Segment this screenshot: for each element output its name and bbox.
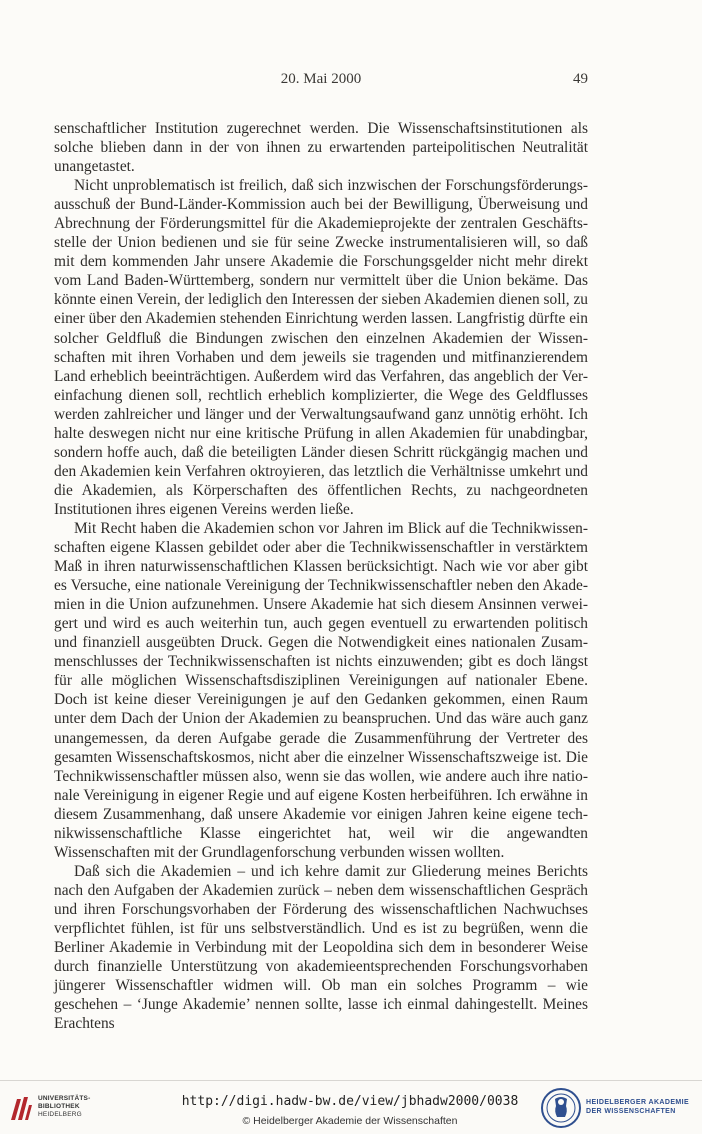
page-header xyxy=(54,71,588,91)
paragraph: Nicht unproblematisch ist freilich, daß sich inzwischen der Forschungsförderungs-ausschuß der Bund-Länder-Kommission auch bei der Bewilligung, Überweisung und Abrechnung der Förderungsmittel für die Akademieprojekte der zentralen Geschäfts-stelle der Union bedienen und sie für seine Zwecke instrumentalisieren will, so daß mit dem kommenden Jahr unsere Akademie die Forschungsgelder nicht mehr direkt vom Land Baden-Württemberg, sondern nur vermittelt über die Union bekäme. Das könnte einen Verein, der lediglich den Interessen der sieben Akademien dienen soll, zu einer über den Akademien stehenden Einrichtung werden lassen. Langfristig dürfte ein solcher Geldfluß die Bindungen zwischen den einzelnen Akademien der Wissen-schaften mit ihren Vorhaben und dem jeweils sie tragenden und mitfinanzierendem Land erheblich beeinträchtigen. Außerdem wird das Verfahren, das angeblich der Ver-einfachung dienen soll, rechtlich erheblich komplizierter, die Wege des Geldflusses werden zahlreicher und länger und der Verwaltungsaufwand ganz unnötig erhöht. Ich halte deswegen nicht nur eine kritische Prüfung in allen Akademien für unabdingbar, sondern hoffe auch, daß die beteiligten Länder diesen Schritt rückgängig machen und den Akademien kein Verfahren oktroyieren, das letztlich die Verhältnisse umkehrt und die Akademien, als Körperschaften des öffentlichen Rechts, zu nachgeordneten Institutionen ihres eigenen Vereins werden ließe. xyxy=(54,177,588,518)
digitization-footer xyxy=(0,1080,702,1134)
academy-logo-line: DER WISSENSCHAFTEN xyxy=(586,1108,676,1115)
ub-logo-line: UNIVERSITÄTS- xyxy=(38,1095,91,1102)
paragraph: Daß sich die Akademien – und ich kehre damit zur Gliederung meines Berichts nach den Aufgaben der Akademien zurück – neben dem wissenschaftlichen Gespräch und ihren Forschungsvorhaben der Förderung des wissenschaftlichen Nachwuchses verpflichtet fühlen, ist für uns selbstverständlich. Und es ist zu begrüßen, wenn die Berliner Akademie in Verbindung mit der Leopoldina sich dem in besonderer Weise durch finanzielle Unterstützung von akademieentsprechenden Forschungsvorhaben jüngerer Wissenschaftler widmen will. Ob man ein solches Programm – wie geschehen – ‘Junge Akademie’ nennen sollte, lasse ich einmal dahingestellt. Meines Erachtens xyxy=(54,862,588,1033)
page-number: 49 xyxy=(573,71,588,87)
source-url-link[interactable]: http://digi.hadw-bw.de/view/jbhadw2000/0038 xyxy=(181,1094,519,1109)
ub-emblem-icon xyxy=(8,1093,34,1123)
paragraph: Mit Recht haben die Akademien schon vor Jahren im Blick auf die Technikwissen-schaften eigene Klassen gebildet oder aber die Technikwissenschaftler in verstärktem Maß in ihren naturwissenschaftlichen Klassen berücksichtigt. Nach wie vor aber gibt es Versuche, eine nationale Vereinigung der Technikwissenschaftler neben den Akade-mien in die Union aufzunehmen. Unsere Akademie hat sich diesem Ansinnen verwei-gert und wird es auch weiterhin tun, auch gegen eventuell zu erwartenden politisch und finanziell ausgeübten Druck. Gegen die Notwendigkeit eines nationalen Zusam-menschlusses der Technikwissenschaften ist nichts einzuwenden; gibt es doch längst für alle möglichen Wissenschaftsdisziplinen Vereinigungen auf nationaler Ebene. Doch ist keine dieser Vereinigungen je auf den Gedanken gekommen, einen Raum unter dem Dach der Union der Akademien zu beanspruchen. Und das wäre auch ganz unangemessen, da deren Aufgabe gerade die Zusammenführung der Vertreter des gesamten Wissenschaftskosmos, nicht aber die einzelner Wissenschaftszweige ist. Die Technikwissenschaftler müssen also, wenn sie das wollen, wie andere auch ihre natio-nale Vereinigung in eigener Regie und auf eigene Kosten herbeiführen. Ich erwähne in diesem Zusammenhang, daß unsere Akademie vor einigen Jahren keine eigene tech-nikwissenschaftliche Klasse eingerichtet hat, weil wir die angewandten Wissenschaften mit der Grundlagenforschung verbunden wissen wollten. xyxy=(54,519,588,861)
copyright-notice: © Heidelberger Akademie der Wissenschaften xyxy=(242,1115,458,1127)
academy-logo-line: HEIDELBERGER AKADEMIE xyxy=(586,1099,690,1106)
academy-logo[interactable] xyxy=(540,1087,698,1129)
body-text xyxy=(54,119,588,1033)
ub-logo-line: BIBLIOTHEK xyxy=(38,1103,80,1110)
ub-logo-text xyxy=(38,1095,90,1119)
university-library-logo[interactable] xyxy=(8,1093,100,1123)
running-head-date: 20. Mai 2000 xyxy=(280,71,362,87)
academy-logo-text xyxy=(586,1098,689,1116)
paragraph: senschaftlicher Institution zugerechnet werden. Die Wissenschaftsinstitutionen als solche blieben dann in der von ihnen zu erwartenden parteipolitischen Neutralität unangetastet. xyxy=(54,120,588,176)
academy-seal-icon xyxy=(540,1087,582,1129)
ub-logo-line: HEIDELBERG xyxy=(38,1111,82,1118)
